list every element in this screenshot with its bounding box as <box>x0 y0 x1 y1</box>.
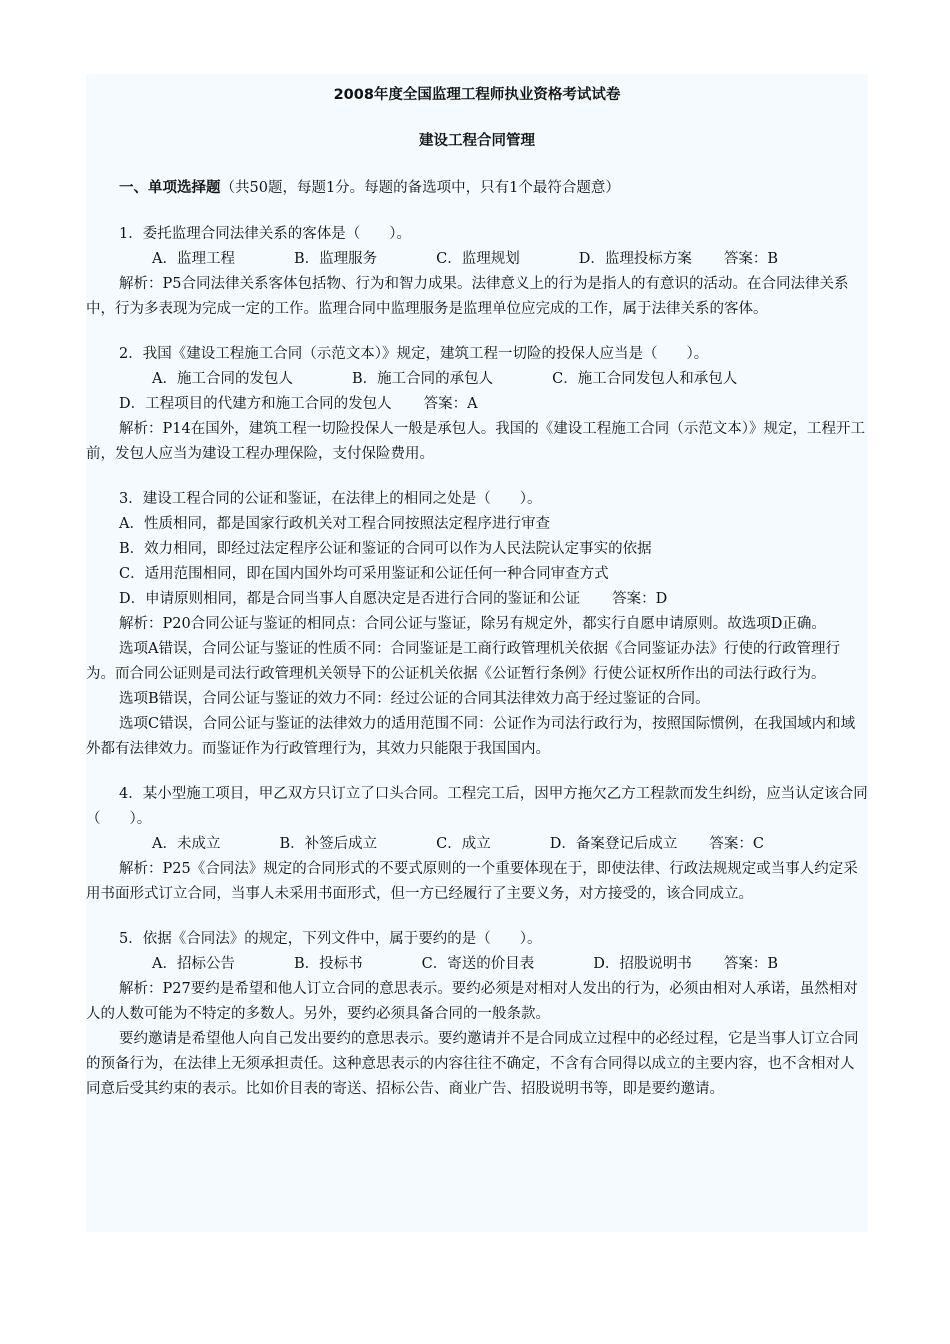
answer: 答案：B <box>723 251 779 267</box>
question-options <box>86 392 868 417</box>
option-b: B．监理服务 <box>293 251 378 267</box>
analysis-paragraph: 解析：P14在国外，建筑工程一切险投保人一般是承包人。我国的《建设工程施工合同（示范文本）》规定，工程开工前，发包人应当为建设工程办理保险，支付保险费用。 <box>86 421 865 462</box>
analysis-paragraph: 选项B错误，合同公证与鉴证的效力不同：经过公证的合同其法律效力高于经过鉴证的合同。 <box>119 691 710 707</box>
question-3 <box>86 487 868 762</box>
option-d: D．备案登记后成立 <box>549 836 678 852</box>
option-a: A．招标公告 <box>152 956 235 972</box>
option-b: B．投标书 <box>293 956 363 972</box>
option-a: A．监理工程 <box>152 251 235 267</box>
option-c: C．施工合同发包人和承包人 <box>552 371 738 387</box>
section-note: （共50题，每题1分。每题的备选项中，只有1个最符合题意） <box>220 180 620 196</box>
option-d: D．招股说明书 <box>593 956 692 972</box>
option-a: A．性质相同，都是国家行政机关对工程合同按照法定程序进行审查 <box>119 516 550 532</box>
answer: 答案：A <box>423 396 478 412</box>
analysis-paragraph: 解析：P5合同法律关系客体包括物、行为和智力成果。法律意义上的行为是指人的有意识的活动。在合同法律关系中，行为多表现为完成一定的工作。监理合同中监理服务是监理单位应完成的工作，属于法律关系的客体。 <box>86 276 849 317</box>
document-body <box>86 83 868 1102</box>
question-5 <box>86 927 868 1102</box>
option-d: D．申请原则相同，都是合同当事人自愿决定是否进行合同的鉴证和公证 <box>119 591 581 607</box>
answer: 答案：B <box>723 956 779 972</box>
question-stem: 1．委托监理合同法律关系的客体是（ ）。 <box>119 226 411 242</box>
question-options <box>86 367 868 392</box>
question-options <box>86 587 868 612</box>
analysis-paragraph: 解析：P27要约是希望和他人订立合同的意思表示。要约必须是对相对人发出的行为，必须由相对人承诺，虽然相对人的人数可能为不特定的多数人。另外，要约必须具备合同的一般条款。 <box>86 981 858 1022</box>
question-1 <box>86 222 868 322</box>
option-c: C．监理规划 <box>436 251 520 267</box>
question-2 <box>86 342 868 467</box>
analysis-paragraph: 要约邀请是希望他人向自己发出要约的意思表示。要约邀请并不是合同成立过程中的必经过程，它是当事人订立合同的预备行为，在法律上无须承担责任。这种意思表示的内容往往不确定，不含有合同得以成立的主要内容，也不含相对人同意后受其约束的表示。比如价目表的寄送、招标公告、商业广告、招股说明书等，即是要约邀请。 <box>86 1031 859 1097</box>
analysis-paragraph: 解析：P20合同公证与鉴证的相同点：合同公证与鉴证，除另有规定外，都实行自愿申请原则。故选项D正确。 <box>119 616 826 632</box>
option-b: B．补签后成立 <box>279 836 378 852</box>
option-d: D．监理投标方案 <box>578 251 692 267</box>
option-b: B．效力相同，即经过法定程序公证和鉴证的合同可以作为人民法院认定事实的依据 <box>119 541 652 557</box>
option-a: A．未成立 <box>152 836 221 852</box>
analysis-paragraph: 选项A错误，合同公证与鉴证的性质不同：合同鉴证是工商行政管理机关依据《合同鉴证办法》行使的行政管理行为。而合同公证则是司法行政管理机关领导下的公证机关依据《公证暂行条例》行使公证权所作出的司法行政行为。 <box>86 641 840 682</box>
section-heading <box>86 175 868 201</box>
answer: 答案：C <box>709 836 764 852</box>
option-c: C．寄送的价目表 <box>421 956 535 972</box>
section-title: 一、单项选择题 <box>119 179 221 196</box>
document-title: 2008年度全国监理工程师执业资格考试试卷 <box>333 87 621 103</box>
question-options <box>86 952 868 977</box>
question-stem: 2．我国《建设工程施工合同（示范文本）》规定，建筑工程一切险的投保人应当是（ ）。 <box>119 346 709 362</box>
question-options <box>86 832 868 857</box>
question-stem: 5．依据《合同法》的规定，下列文件中，属于要约的是（ ）。 <box>119 931 542 947</box>
analysis-paragraph: 解析：P25《合同法》规定的合同形式的不要式原则的一个重要体现在于，即使法律、行政法规规定或当事人约定采用书面形式订立合同，当事人未采用书面形式，但一方已经履行了主要义务，对方接受的，该合同成立。 <box>86 861 858 902</box>
question-4 <box>86 782 868 907</box>
option-d: D．工程项目的代建方和施工合同的发包人 <box>119 396 392 412</box>
question-stem: 3．建设工程合同的公证和鉴证，在法律上的相同之处是（ ）。 <box>119 491 542 507</box>
question-stem: 4．某小型施工项目，甲乙双方只订立了口头合同。工程完工后，因甲方拖欠乙方工程款而发生纠纷，应当认定该合同（ ）。 <box>86 786 868 827</box>
document-subtitle: 建设工程合同管理 <box>419 133 535 149</box>
option-b: B．施工合同的承包人 <box>351 371 494 387</box>
option-a: A．施工合同的发包人 <box>152 371 293 387</box>
question-options <box>86 247 868 272</box>
option-c: C．成立 <box>436 836 491 852</box>
option-c: C．适用范围相同，即在国内国外均可采用鉴证和公证任何一种合同审查方式 <box>119 566 609 582</box>
analysis-paragraph: 选项C错误，合同公证与鉴证的法律效力的适用范围不同：公证作为司法行政行为，按照国际惯例，在我国域内和域外都有法律效力。而鉴证作为行政管理行为，其效力只能限于我国国内。 <box>86 716 856 757</box>
answer: 答案：D <box>612 591 668 607</box>
